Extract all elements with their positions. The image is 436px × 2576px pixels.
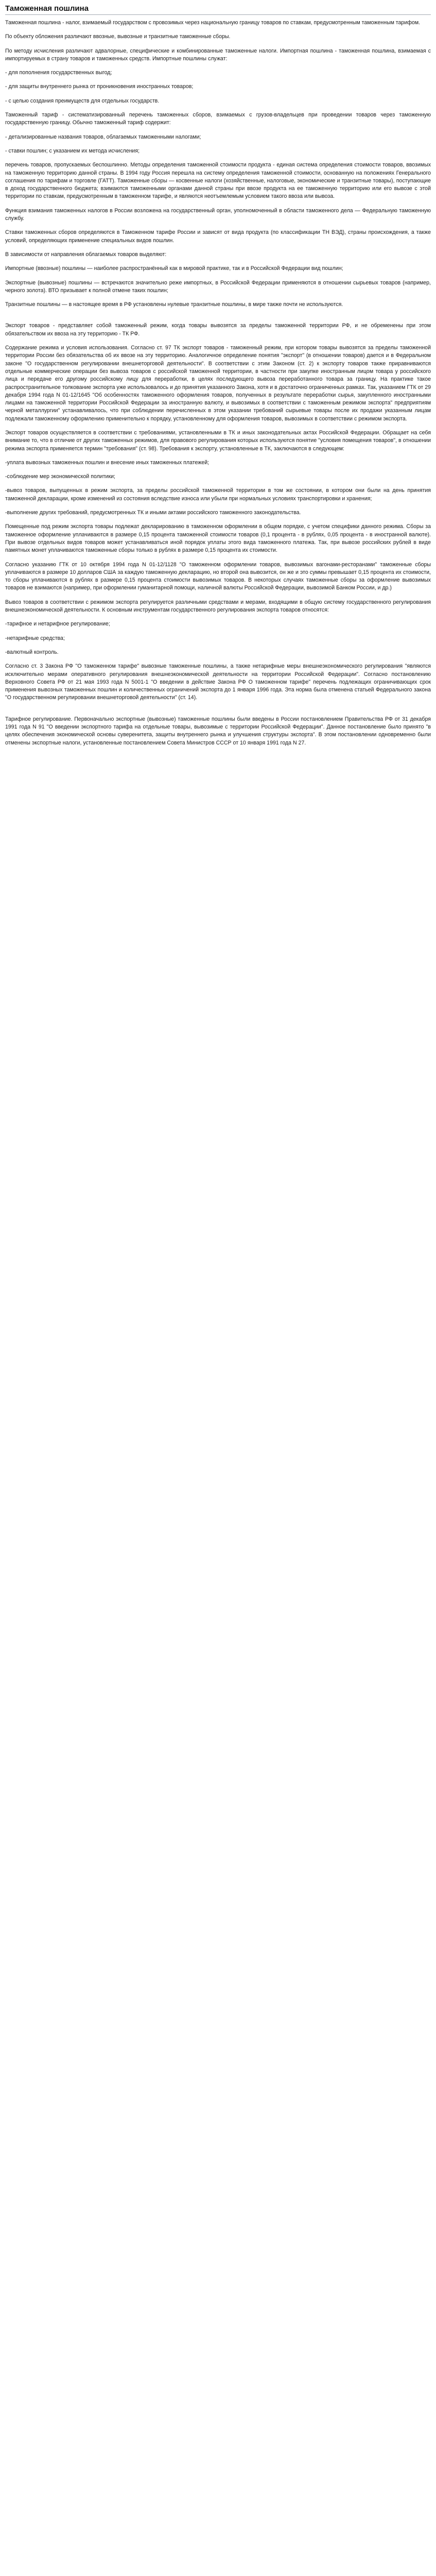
paragraph: Вывоз товаров в соответствии с режимом экспорта регулируется различными средствами и мерами, входящими в общую систему государственного регулирования внешнеэкономической деятельности. К основным инструментам государственного регулирования экспорта товаров относятся: xyxy=(5,599,431,614)
paragraph: - для пополнения государственных выгод; xyxy=(5,70,112,76)
paragraph: - с целью создания преимуществ для отдельных государств. xyxy=(5,97,160,104)
paragraph: Ставки таможенных сборов определяются в Таможенном тарифе России и зависят от вида продукта (по классификации ТН ВЭД), страны происхождения, а также условий, определяющих применение специальных видов пошлин. xyxy=(5,229,431,244)
paragraph: В зависимости от направления облагаемых товаров выделяют: xyxy=(5,251,167,258)
paragraph: Импортные (ввозные) пошлины — наиболее распространённый как в мировой практике, так и в Российской Федерации вид пошлин; xyxy=(5,265,343,272)
paragraph: Таможенный тариф - систематизированный перечень таможенных сборов, взимаемых с грузов-владельцев при проведении товаров через таможенную государственную границу. Обычно таможенный тариф содержит: xyxy=(5,112,431,126)
paragraph: - ставки пошлин; с указанием их метода исчисления; xyxy=(5,147,140,154)
paragraph: Экспорт товаров осуществляется в соответствии с требованиями, установленными в ТК и иных законодательных актах Российской Федерации. Обращает на себя внимание то, что в отличие от других таможенных режимов, для правового регулирования которых используются понятие "условия помещения товаров", в отношении режима экспорта применяется термин "требования" (ст. 98). Требования к экспорту, установленные в ТК, заключаются в следующем: xyxy=(5,429,431,452)
paragraph: Согласно ст. 3 Закона РФ "О таможенном тарифе" вывозные таможенные пошлины, а также нетарифные меры внешнеэкономического регулирования "являются исключительно мерами оперативного регулирования внешнеэкономической деятельности на территории Российской Федерации". Согласно постановлению Верховного Совета РФ от 21 мая 1993 года N 5001-1 "О введении в действие Закона РФ О таможенном тарифе" перечень подлежащих ограничивающих срок применения вывозных таможенных пошлин и количественных ограничений экспорта до 1 января 1996 года. Эта норма была отменена статьей Федерального закона "О государственном регулировании внешнеторговой деятельности" (ст. 14). xyxy=(5,663,431,701)
paragraph: - детализированные названия товаров, облагаемых таможенными налогами; xyxy=(5,133,201,140)
paragraph: -выполнение других требований, предусмотренных ТК и иными актами российского таможенного законодательства. xyxy=(5,510,301,516)
paragraph: Согласно указанию ГТК от 10 октября 1994 года N 01-12/1128 "О таможенном оформлении товаров, вывозимых вагонами-рестoранами" таможенные сборы уплачиваются в размере 10 долларов США за каждую таможенную декларацию, но второй она вывозится, он же и это суммы превышает 0,15 процента их стоимости, то сборы уплачиваются в рублях в размере 0,15 процента стоимости вывозимых товаров. В некоторых случаях таможенные сборы за оформление вывозимых товаров не взимаются (например, при оформлении гуманитарной помощи, наличной валюты Российской Федерации, вывозимой Банком России, и др.) xyxy=(5,561,431,591)
paragraph: -нетарифные средства; xyxy=(5,635,65,641)
paragraph: -валютный контроль. xyxy=(5,649,59,655)
paragraph: перечень товаров, пропускаемых беспошлинно. Методы определения таможенной стоимости продукта - единая система определения стоимости товаров, ввозимых на таможенную территорию данной страны. В 1994 году Россия перешла на систему определения таможенной стоимости, основанную на положениях Генерального соглашения по тарифам и торговле (ГАТТ). Таможенные сборы — косвенные налоги (хозяйственные, налоговые, экономические и транзитные товары), поступающие в доход государственного бюджета; взимаются таможенными органами данной страны при ввозе продукта на ее таможенную территорию или его вывозе с этой территории по ставкам, предусмотренным в таможенном тарифе, и являются неотъемлемым условием такого ввоза или вывоза. xyxy=(5,162,431,200)
paragraph: Тарифное регулирование. Первоначально экспортные (вывозные) таможенные пошлины были введены в России постановлением Правительства РФ от 31 декабря 1991 года N 91 "О введении экспортного тарифа на отдельные товары, вывозимые с территории Российской Федерации". Данное постановление было принято "в целях обеспечения экономической основы суверенитета, защиты внутреннего рынка и улучшения структуры экспорта". В этом постановлении одновременно были отменены экспортные налоги, установленные постановлением Совета Министров СССР от 10 января 1991 года N 27. xyxy=(5,716,431,746)
paragraph: -вывоз товаров, выпущенных в режим экспорта, за пределы российской таможенной территории в том же состоянии, в котором они были на день принятия таможенной декларации, кроме изменений из состояния вследствие износа или убыли при нормальных условиях транспортировки и хранения; xyxy=(5,487,431,502)
paragraph: Функция взимания таможенных налогов в России возложена на государственный орган, уполномоченный в области таможенного дела — Федеральную таможенную службу. xyxy=(5,207,431,222)
paragraph: - для защиты внутреннего рынка от проникновения иностранных товаров; xyxy=(5,83,194,90)
paragraph: -уплата вывозных таможенных пошлин и внесение иных таможенных платежей; xyxy=(5,459,210,466)
paragraph: Экспортные (вывозные) пошлины — встречаются значительно реже импортных, в Российской Федерации применяются в отношении сырьевых товаров (например, черного золота). ВТО призывает к полной отмене таких пошлин; xyxy=(5,279,431,294)
document xyxy=(0,0,436,747)
paragraph: Содержание режима и условия использования. Согласно ст. 97 ТК экспорт товаров - таможенный режим, при котором товары вывозятся за пределы таможенной территории России без обязательства об их ввозе на эту территорию. Аналогичное определение понятия "экспорт" (в отношении товаров) дается и в Федеральном законе "О государственном регулировании внешнеторговой деятельности". В соответствии с этим Законом (ст. 2) к экспорту товаров также приравниваются отдельные коммерческие операции без вывоза товаров с российской таможенной территории, в частности при закупке иностранным лицом товара у российского лица и передаче его другому российскому лицу для переработки, в целях последующего вывоза переработанного товара за границу. На практике такое распространительное толкование экспорта уже использовалось и до принятия указанного Закона, хотя и в достаточно ограниченных рамках. Так, указанием ГТК от 29 декабря 1994 года N 01-12/1645 "Об особенностях таможенного оформления товаров, полученных в результате переработки сырья, закупленного иностранными лицами на таможенной территории Российской Федерации за иностранную валюту, и вывозимых в соответствии с таможенным режимом экспорта" предприятиям черной металлургии" устанавливалось, что при соблюдении перечисленных в этом указании требований сырьевые товары после их продажи указанным лицам подлежали таможенному оформлению применительно к порядку, установленному для оформления товаров, вывозимых в соответствии с режимом экспорта. xyxy=(5,345,431,422)
paragraph: По методу исчисления различают адвалорные, специфические и комбинированные таможенные налоги. Импортная пошлина - таможенная пошлина, взимаемая с импортируемых в страну товаров и таможенных средств. Импортные пошлины служат: xyxy=(5,47,431,62)
paragraph: Транзитные пошлины — в настоящее время в РФ установлены нулевые транзитные пошлины, в мире также почти не используются. xyxy=(5,301,343,308)
paragraph: -соблюдение мер экономической политики; xyxy=(5,473,115,480)
paragraph: Таможенная пошлина - налог, взимаемый государством с провозимых через национальную границу товаров по ставкам, предусмотренным таможенным тарифом. xyxy=(5,20,421,26)
paragraph: Экспорт товаров - представляет собой таможенный режим, когда товары вывозятся за пределы таможенной территории РФ, и не обременены при этом обязательством их ввоза на эту территорию - ТК РФ. xyxy=(5,323,431,337)
page-title: Таможенная пошлина xyxy=(5,4,431,15)
paragraph: Помещенные под режим экспорта товары подлежат декларированию в таможенном оформлении в общем порядке, с учетом специфики данного режима. Сборы за таможенное оформление уплачиваются в размере 0,15 процента таможенной стоимости товаров (0,1 процента - в рублях, 0,05 процента - в иностранной валюте). При вывозе отдельных видов товаров может устанавливаться иной порядок уплаты этого вида таможенного платежа. Так, при вывозе российских рублей в виде памятных монет уплачиваются таможенные сборы только в рублях в размере 0,15 процента их стоимости. xyxy=(5,523,431,554)
paragraph: -тарифное и нетарифное регулирование; xyxy=(5,621,110,628)
article-body xyxy=(5,19,431,747)
paragraph: По объекту обложения различают ввозные, вывозные и транзитные таможенные сборы. xyxy=(5,33,231,40)
